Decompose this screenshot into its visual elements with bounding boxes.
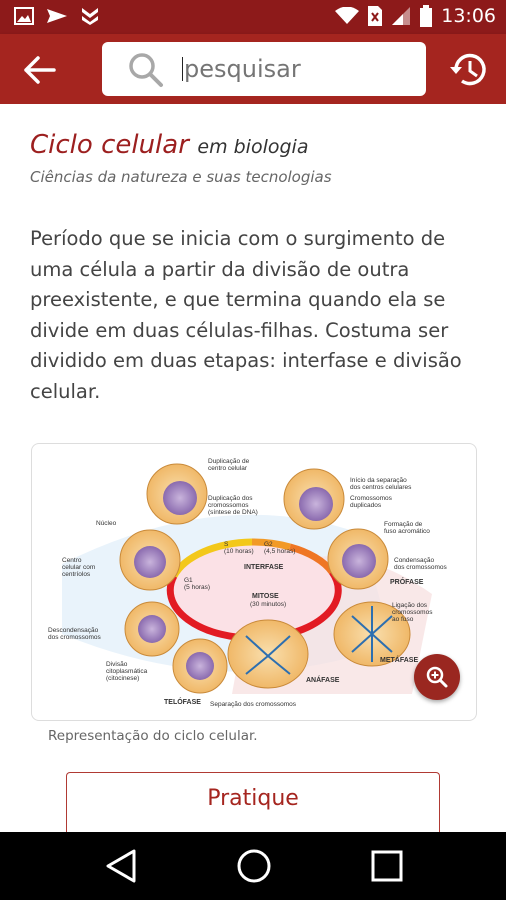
status-bar [0,0,506,34]
label-condensacao-1: Condensação [394,557,435,564]
label-dup-crom-1: Duplicação dos [208,495,253,502]
label-dup-centro-1: Duplicação de [208,458,250,465]
label-s-1: S [224,541,229,548]
cell-left [120,530,180,590]
cell-cycle-figure[interactable] [31,443,477,721]
area-label: Ciências da natureza e suas tecnologias [30,168,332,186]
zoom-button[interactable] [414,654,460,700]
label-nucleo: Núcleo [96,520,117,527]
label-s-2: (10 horas) [224,548,254,555]
label-mitose-1: MITOSE [252,593,279,600]
label-formacao-1: Formação de [384,521,423,528]
definition-text: Período que se inicia com o surgimento de uma célula a partir da divisão de outra preexistente, e que termina quando ela se divide em duas células-filhas. Costuma ser dividido em duas etapas: interfase e divisão celular. [30,227,462,403]
label-crom-dup-1: Cromossomos [350,495,392,502]
subject-label: em biologia [197,136,309,158]
search-icon [128,52,164,88]
label-divisao-1: Divisão [106,661,128,668]
no-sim-icon [367,5,383,27]
entry-title [30,130,308,160]
label-dup-crom-2: cromossomos [208,502,249,509]
search-field[interactable] [102,42,426,96]
label-g1-1: G1 [184,577,193,584]
back-button[interactable] [22,54,58,86]
zoom-in-icon [425,665,449,689]
label-telofase: TELÓFASE [164,699,201,706]
label-inicio-sep-1: Início da separação [350,477,407,484]
label-descondensacao-1: Descondensação [48,627,99,634]
history-icon [448,50,488,90]
label-condensacao-2: dos cromossomos [394,564,447,571]
cell-cycle-diagram [32,444,476,720]
image-icon [14,7,34,25]
label-centro-cel-1: Centro [62,557,82,564]
entry-content [0,104,506,832]
clock: 13:06 [441,5,496,27]
wifi-icon [335,7,359,25]
label-ligacao-2: cromossomos [392,609,433,616]
label-anafase: ANÁFASE [306,677,340,684]
practice-button[interactable]: Pratique [66,772,440,832]
send-icon [46,7,68,25]
label-g1-2: (5 horas) [184,584,211,591]
label-dup-centro-2: centro celular [208,465,248,472]
label-g2-1: G2 [264,541,273,548]
cell-top-left [147,464,207,524]
label-mitose-2: (30 minutos) [250,601,287,608]
label-g2-2: (4,5 horas) [264,548,296,555]
term-title: Ciclo celular [30,130,189,160]
label-inicio-sep-2: dos centros celulares [350,484,412,491]
label-interfase: INTERFASE [244,564,284,571]
recents-square-icon[interactable] [370,848,404,884]
label-divisao-2: citoplasmática [106,668,148,675]
figure-caption: Representação do ciclo celular. [48,728,258,744]
cell-anaphase [228,620,308,688]
cell-prophase [328,529,388,589]
back-triangle-icon[interactable] [104,848,138,884]
history-button[interactable] [448,50,488,90]
home-circle-icon[interactable] [236,848,272,884]
label-separacao: Separação dos cromossomos [210,701,296,708]
cell-top-right [284,469,344,529]
signal-icon [391,6,411,26]
label-descondensacao-2: dos cromossomos [48,634,101,641]
label-divisao-3: (citocinese) [106,675,140,682]
search-input[interactable] [184,52,414,86]
label-crom-dup-2: duplicados [350,502,382,509]
label-centro-cel-3: centríolos [62,571,91,578]
label-formacao-2: fuso acromático [384,528,430,535]
navigation-bar [0,832,506,900]
text-cursor [182,57,183,81]
label-profase: PRÓFASE [390,579,424,586]
app-bar [0,34,506,104]
label-metafase: METÁFASE [380,657,419,664]
label-centro-cel-2: celular com [62,564,96,571]
battery-icon [419,5,433,27]
app-notification-icon [80,6,100,26]
label-dup-crom-3: (síntese de DNA) [208,509,258,516]
label-ligacao-1: Ligação dos [392,602,428,609]
label-ligacao-3: ao fuso [392,616,414,623]
arrow-left-icon [22,54,58,86]
